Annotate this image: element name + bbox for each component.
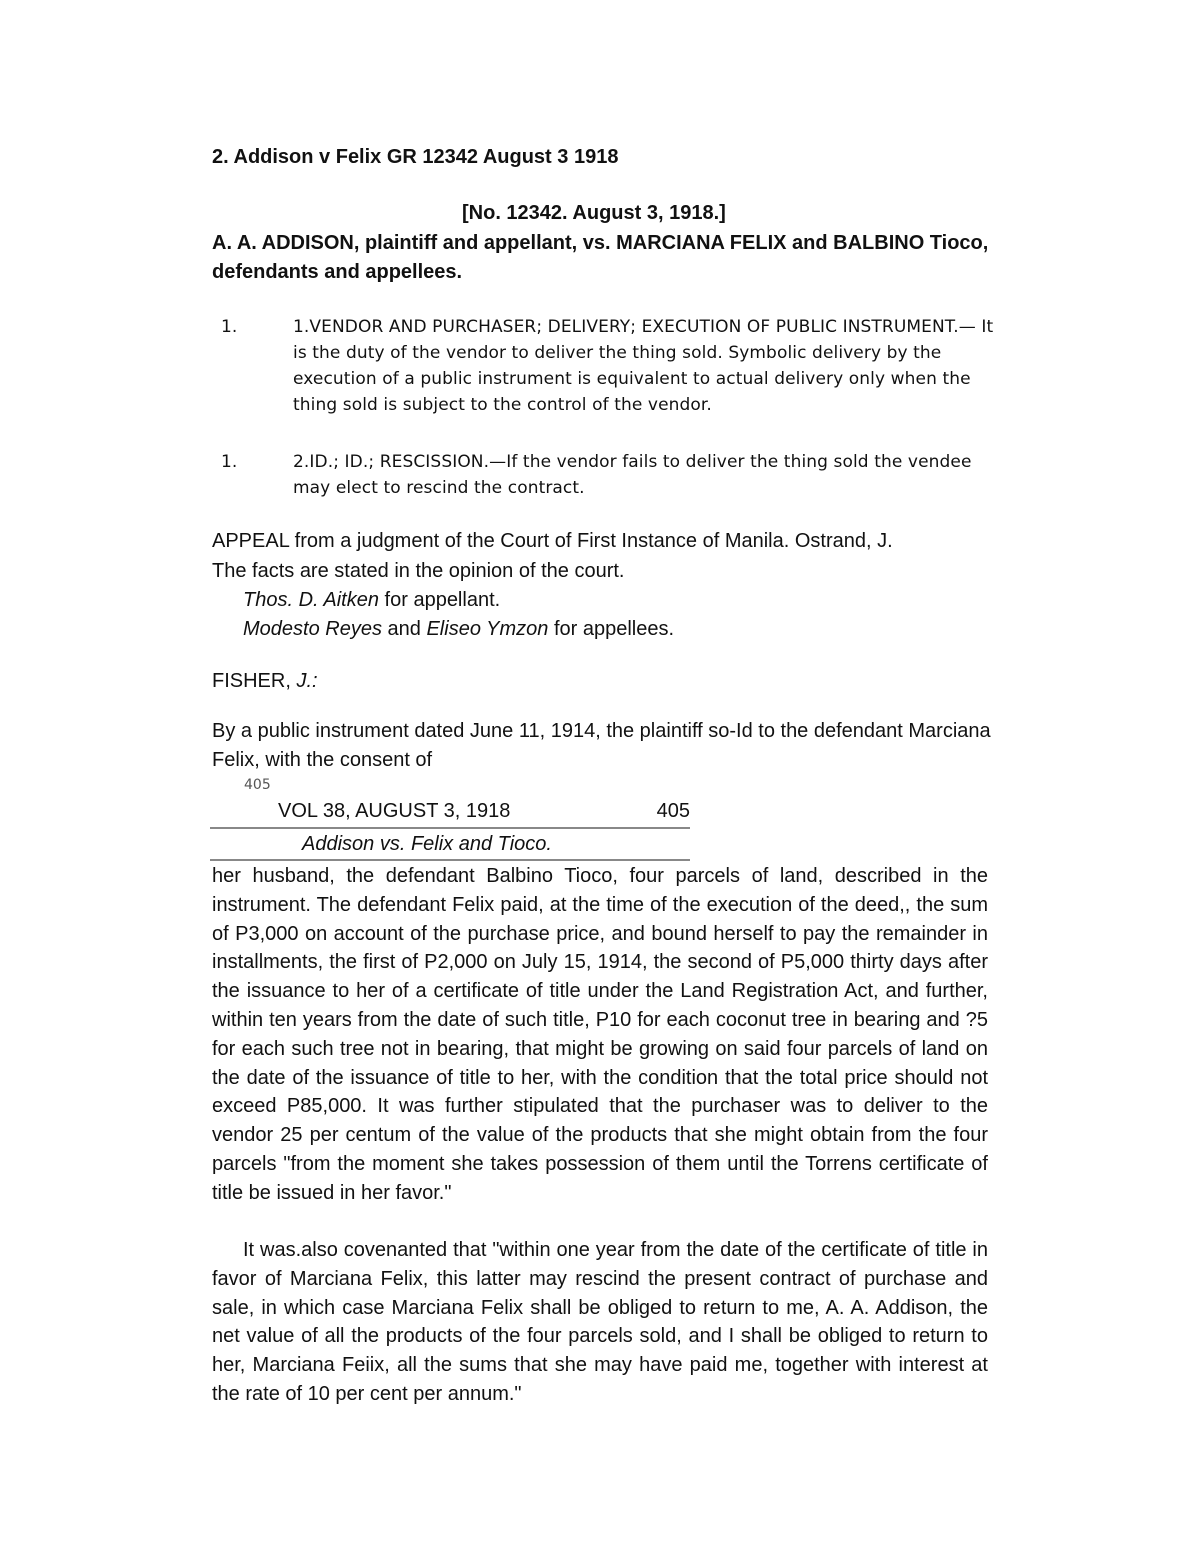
running-header-top [210, 797, 690, 829]
docket-number: [No. 12342. August 3, 1918.] [462, 202, 726, 224]
justice-name: FISHER, [212, 670, 291, 692]
syllabus-number: 1. [221, 317, 238, 337]
main-paragraph: her husband, the defendant Balbino Tioco, four parcels of land, described in the instrument. The defendant Felix paid, at the time of the execution of the deed,, the sum of P3,000 on account of the purchase price, and bound herself to pay the remainder in installments, the first of P2,000 on July 15, 1914, the second of P5,000 thirty days after the issuance to her of a certificate of title under the Land Registration Act, and further, within ten years from the date of such title, P10 for each coconut tree in bearing and ?5 for each such tree not in bearing, that might be growing on said four parcels of land on the date of the issuance of title to her, with the condition that the total price should not exceed P85,000. It was further stipulated that the purchaser was to deliver to the vendor 25 per centum of the value of the products that she might obtain from the four parcels "from the moment she takes possession of them until the Torrens certificate of title be issued in her favor." [212, 865, 988, 1204]
syllabus-text: 1.VENDOR AND PURCHASER; DELIVERY; EXECUTION OF PUBLIC INSTRUMENT.— It is the duty of the vendor to deliver the thing sold. Symbolic delivery by the execution of a public instrument is equivalent to actual delivery only when the thing sold is subject to the control of the vendor. [293, 317, 994, 415]
second-paragraph: It was.also covenanted that "within one year from the date of the certificate of title in favor of Marciana Felix, this latter may rescind the present contract of purchase and sale, in which case Marciana Felix shall be obliged to return to me, A. A. Addison, the net value of all the products of the four parcels sold, and I shall be obliged to return to her, Marciana Feiix, all the sums that she may have paid me, together with interest at the rate of 10 per cent per annum." [212, 1239, 988, 1405]
appellee-counsel-name-2: Eliseo Ymzon [426, 618, 549, 640]
appellant-counsel-name: Thos. D. Aitken [243, 589, 379, 611]
appeal-line: APPEAL from a judgment of the Court of First Instance of Manila. Ostrand, J. [212, 530, 893, 552]
justice-title: J.: [296, 670, 318, 692]
header-page-number: 405 [656, 800, 690, 822]
counsel-and: and [387, 618, 421, 640]
syllabus-number: 1. [221, 452, 238, 472]
volume-label: VOL 38, AUGUST 3, 1918 [278, 800, 511, 822]
syllabus-text: 2.ID.; ID.; RESCISSION.—If the vendor fails to deliver the thing sold the vendee may elect to rescind the contract. [293, 452, 972, 498]
running-header [210, 797, 690, 861]
justice-line [212, 667, 318, 696]
counsel-appellees [243, 615, 674, 644]
page-marker: 405 [244, 777, 271, 793]
appellee-counsel-name-1: Modesto Reyes [243, 618, 382, 640]
counsel-appellant [243, 586, 500, 615]
case-title: 2. Addison v Felix GR 12342 August 3 1918 [212, 146, 619, 168]
intro-paragraph: By a public instrument dated June 11, 1914, the plaintiff so-Id to the defendant Marciana Felix, with the consent of [212, 720, 991, 771]
appellant-role: for appellant. [384, 589, 501, 611]
syllabus-item [221, 314, 997, 418]
facts-line: The facts are stated in the opinion of the court. [212, 560, 625, 582]
case-short-title: Addison vs. Felix and Tioco. [302, 833, 552, 855]
syllabus-item [221, 449, 997, 501]
parties: A. A. ADDISON, plaintiff and appellant, vs. MARCIANA FELIX and BALBINO Tioco, defendants and appellees. [212, 232, 989, 283]
appellee-role: for appellees. [553, 618, 675, 640]
running-header-bottom [210, 829, 690, 861]
